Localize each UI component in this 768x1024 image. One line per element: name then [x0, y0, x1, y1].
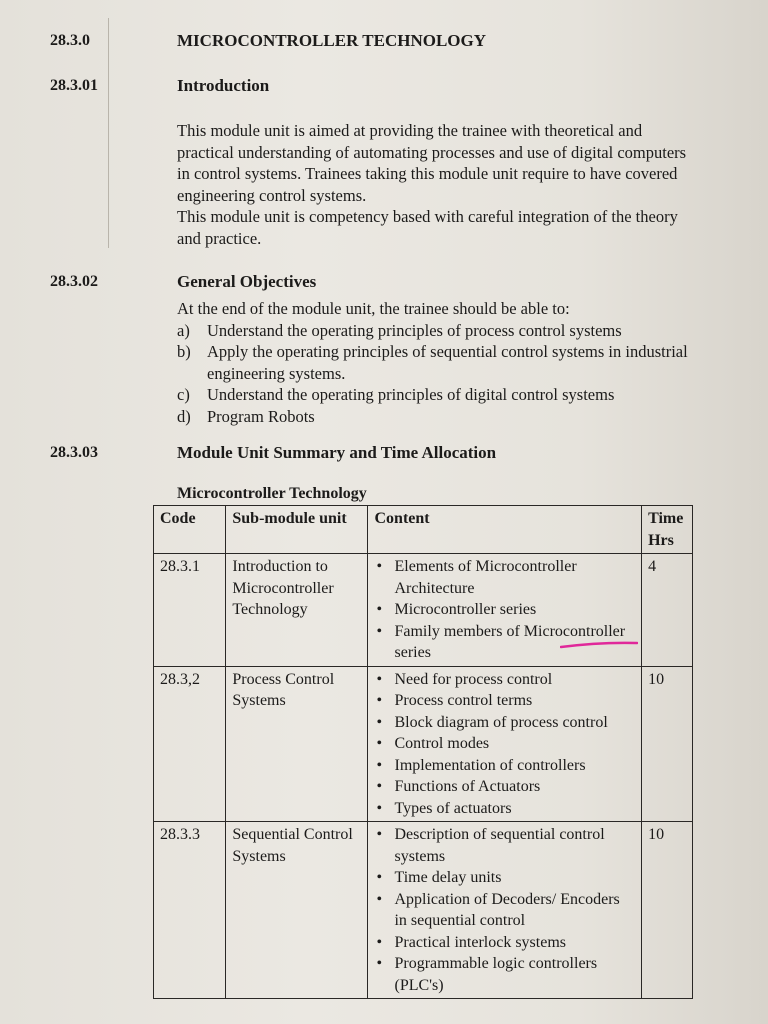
introduction-text: [177, 120, 687, 249]
highlighter-stroke: [560, 640, 638, 650]
summary-heading: Module Unit Summary and Time Allocation: [177, 443, 497, 462]
table-row: [154, 822, 693, 999]
section-number-introduction: 28.3.01: [50, 77, 98, 94]
content-item: • Need for process control: [374, 669, 635, 691]
objective-text: Apply the operating principles of sequential control systems in industrial engineering systems.: [207, 342, 688, 383]
content-item: • Elements of Microcontroller Architecture: [374, 556, 635, 599]
content-item: • Types of actuators: [374, 798, 635, 820]
row-content: [368, 822, 642, 999]
table-header-row: [154, 506, 693, 554]
content-list: [374, 824, 635, 996]
objective-text: Understand the operating principles of process control systems: [207, 320, 622, 340]
row-code: 28.3.3: [154, 822, 226, 999]
introduction-paragraph-2: This module unit is competency based with careful integration of the theory and practice.: [177, 207, 678, 248]
content-item: • Application of Decoders/ Encoders in sequential control: [374, 889, 635, 932]
column-header-code: Code: [154, 506, 226, 554]
introduction-paragraph-1: This module unit is aimed at providing the trainee with theoretical and practical understanding of automating processes and use of digital computers in control systems. Trainees taking this module unit require to have covered engineering control systems.: [177, 121, 687, 205]
objectives-heading: General Objectives: [177, 272, 317, 291]
margin-rule: [108, 18, 109, 248]
content-item: • Control modes: [374, 733, 635, 755]
objective-text: Understand the operating principles of digital control systems: [207, 385, 615, 404]
content-item: • Practical interlock systems: [374, 932, 635, 954]
row-sub-module: Process Control Systems: [226, 666, 368, 822]
objectives-lead: At the end of the module unit, the trainee should be able to:: [177, 299, 570, 318]
page-title: MICROCONTROLLER TECHNOLOGY: [177, 31, 487, 50]
content-item: • Process control terms: [374, 690, 635, 712]
summary-table: [153, 505, 693, 999]
row-time: 10: [642, 822, 693, 999]
row-sub-module: Sequential Control Systems: [226, 822, 368, 999]
section-number-main: 28.3.0: [50, 32, 90, 49]
content-item: • Family members of Microcontroller series: [374, 621, 635, 664]
objective-item: [177, 384, 697, 406]
row-code: 28.3,2: [154, 666, 226, 822]
content-item: • Time delay units: [374, 867, 635, 889]
column-header-sub-module: Sub-module unit: [226, 506, 368, 554]
objective-letter: c): [177, 385, 190, 404]
objectives-block: [177, 298, 697, 427]
objective-text: Program Robots: [207, 406, 315, 426]
objective-item: [177, 406, 697, 428]
content-item: • Functions of Actuators: [374, 776, 635, 798]
table-row: [154, 666, 693, 822]
objective-letter: d): [177, 406, 191, 426]
introduction-heading: Introduction: [177, 76, 270, 95]
content-item: • Description of sequential control systems: [374, 824, 635, 867]
content-item: • Block diagram of process control: [374, 712, 635, 734]
objective-letter: b): [177, 342, 191, 361]
content-item: • Microcontroller series: [374, 599, 635, 621]
row-time: 10: [642, 666, 693, 822]
content-list: [374, 669, 635, 820]
column-header-content: Content: [368, 506, 642, 554]
objective-letter: a): [177, 320, 190, 340]
row-sub-module: Introduction to Microcontroller Technology: [226, 554, 368, 667]
row-content: [368, 666, 642, 822]
objective-item: [177, 341, 697, 384]
table-caption: Microcontroller Technology: [177, 485, 367, 502]
section-number-summary: 28.3.03: [50, 444, 98, 461]
content-item: • Implementation of controllers: [374, 755, 635, 777]
section-number-objectives: 28.3.02: [50, 273, 98, 290]
content-item: • Programmable logic controllers (PLC's): [374, 953, 635, 996]
objective-item: [177, 320, 697, 342]
column-header-time: Time Hrs: [642, 506, 693, 554]
row-code: 28.3.1: [154, 554, 226, 667]
row-time: 4: [642, 554, 693, 667]
